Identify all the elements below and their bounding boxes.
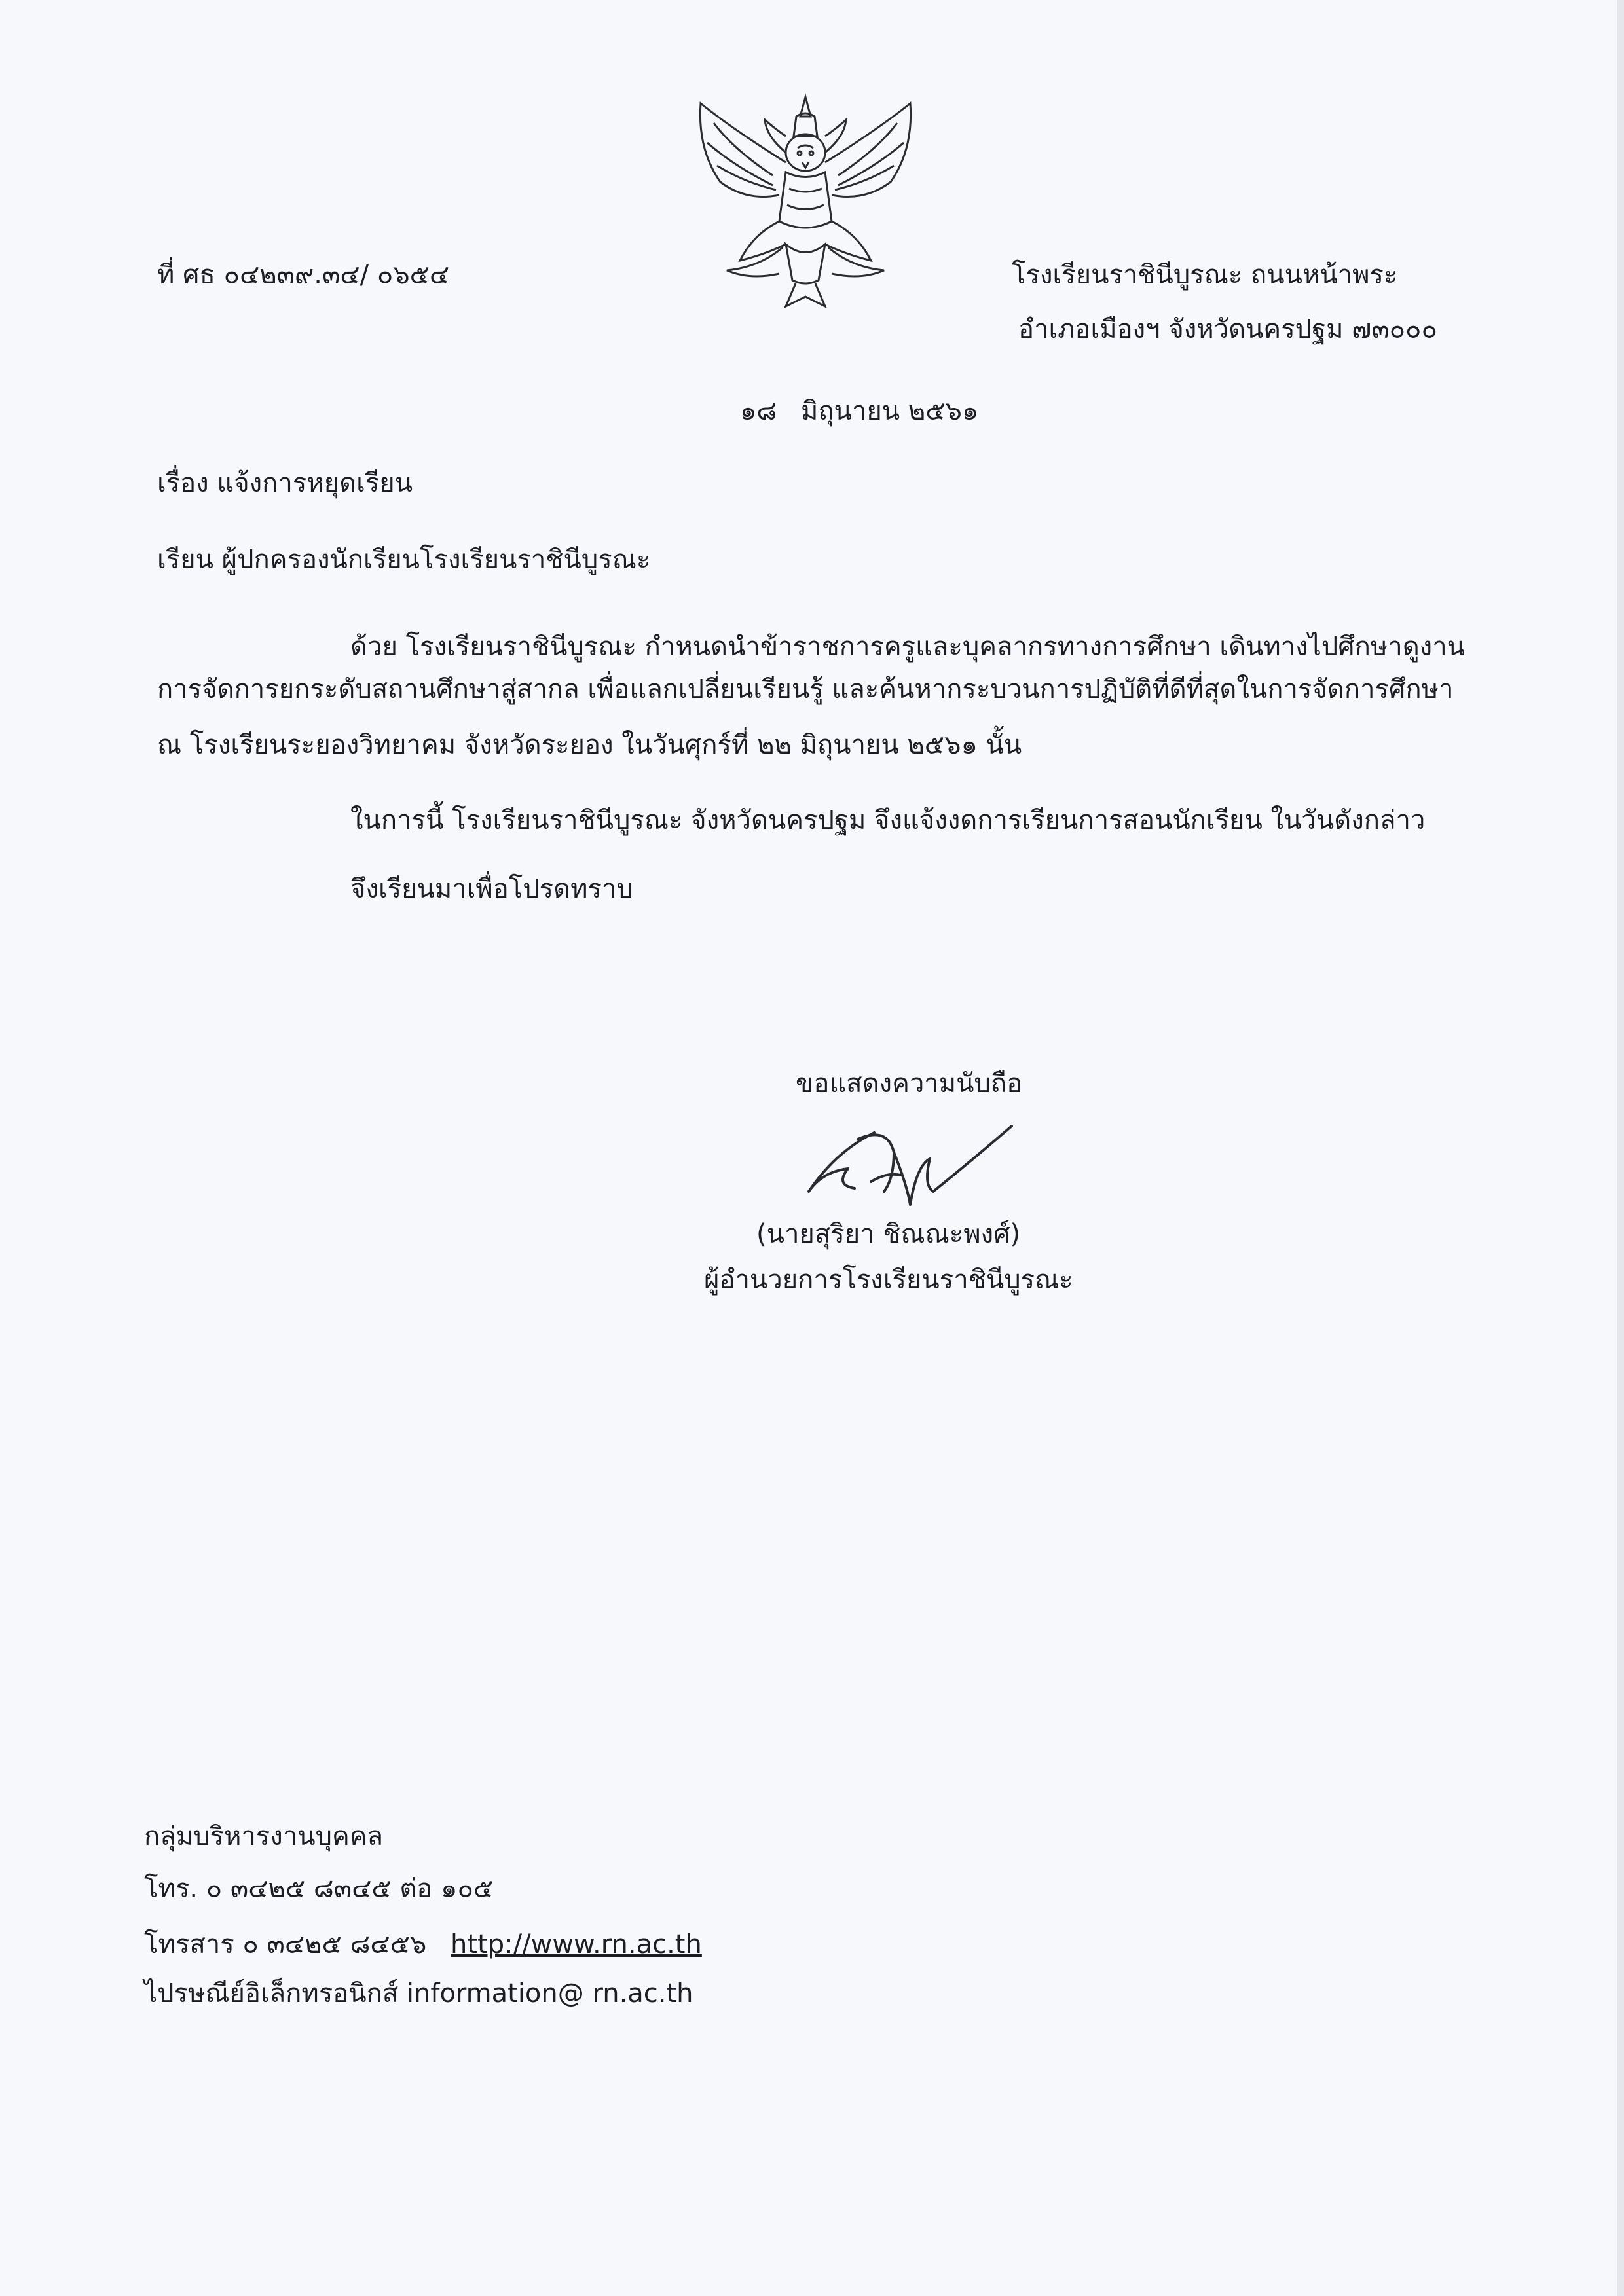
signer-title: ผู้อำนวยการโรงเรียนราชินีบูรณะ [704,1265,1073,1295]
footer-fax-web [144,1928,702,1961]
signer-name: (นายสุริยา ชิณณะพงศ์) [756,1219,1021,1249]
page-edge-shadow [1617,0,1624,2296]
paragraph3: จึงเรียนมาเพื่อโปรดทราบ [350,874,633,904]
sender-name: โรงเรียนราชินีบูรณะ ถนนหน้าพระ [1012,260,1398,290]
footer-fax: โทรสาร ๐ ๓๔๒๕ ๘๔๕๖ [144,1929,427,1959]
closing-salutation: ขอแสดงความนับถือ [796,1068,1023,1099]
reference-number: ที่ ศธ ๐๔๒๓๙.๓๔/ ๐๖๕๔ [157,260,450,290]
recipient-line: เรียน ผู้ปกครองนักเรียนโรงเรียนราชินีบูรณะ [157,545,651,575]
signature-icon [796,1113,1025,1218]
paragraph1-line2: การจัดการยกระดับสถานศึกษาสู่สากล เพื่อแลกเปลี่ยนเรียนรู้ และค้นหากระบวนการปฏิบัติที่ดีที่สุดในการจัดการศึกษา [157,674,1454,704]
letter-date [740,395,978,428]
sender-address: อำเภอเมืองฯ จังหวัดนครปฐม ๗๓๐๐๐ [1018,314,1437,344]
paragraph1-line3: ณ โรงเรียนระยองวิทยาคม จังหวัดระยอง ในวันศุกร์ที่ ๒๒ มิถุนายน ๒๕๖๑ นั้น [157,730,1022,760]
date-month-year: มิถุนายน ๒๕๖๑ [800,396,979,426]
footer-department: กลุ่มบริหารงานบุคคล [144,1821,384,1851]
website-link[interactable]: http://www.rn.ac.th [451,1929,702,1959]
subject-line: เรื่อง แจ้งการหยุดเรียน [157,468,413,498]
paragraph2: ในการนี้ โรงเรียนราชินีบูรณะ จังหวัดนครปฐม จึงแจ้งงดการเรียนการสอนนักเรียน ในวันดังกล่าว [350,805,1426,835]
footer-phone: โทร. ๐ ๓๔๒๕ ๘๓๔๕ ต่อ ๑๐๕ [144,1874,494,1904]
paragraph1-line1: ด้วย โรงเรียนราชินีบูรณะ กำหนดนำข้าราชการครูและบุคลากรทางการศึกษา เดินทางไปศึกษาดูงาน [350,632,1466,662]
date-day: ๑๘ [740,396,777,426]
footer-email: ไปรษณีย์อิเล็กทรอนิกส์ information@ rn.ac.th [144,1978,693,2009]
garuda-emblem-icon [688,90,923,313]
